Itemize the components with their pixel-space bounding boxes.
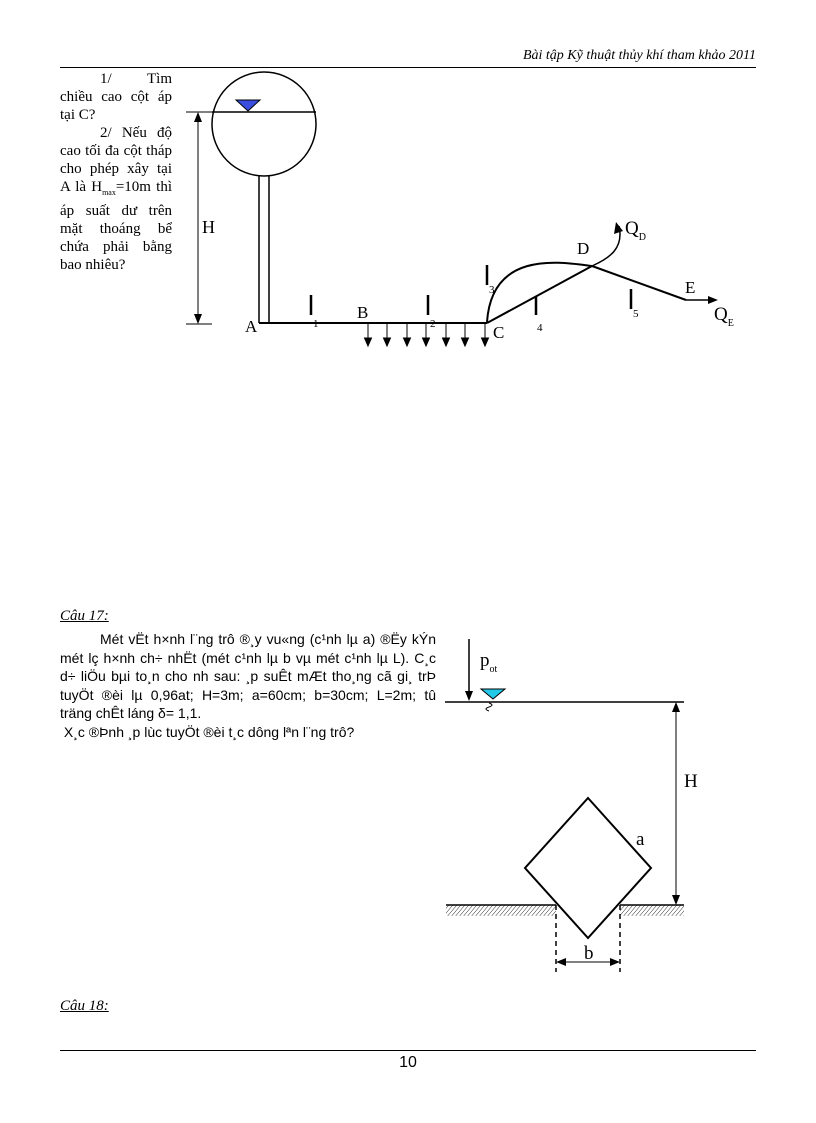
arrow-down-icon — [384, 338, 391, 346]
arrow-down-icon — [465, 691, 473, 701]
pipe-c-d-curved — [487, 263, 592, 322]
ground-hatch-left — [446, 905, 556, 916]
point-e-label: E — [685, 278, 696, 297]
pipe-d-e — [592, 266, 686, 300]
width-label: b — [584, 943, 594, 964]
arrow-down-icon — [404, 338, 411, 346]
question-18-title: Câu 18: — [60, 998, 109, 1014]
footer-rule — [60, 1050, 756, 1051]
page-header: Bài tập Kỹ thuật thủy khí tham khảo 2011 — [522, 48, 756, 63]
surface-wave-icon — [486, 703, 492, 711]
arrow-down-icon — [482, 338, 489, 346]
section-3-label: 3 — [489, 284, 495, 296]
arrow-down-icon — [443, 338, 450, 346]
q16-part2a: 2/ Nếu độ cao tối đa cột tháp cho phép xây tại A là H — [60, 125, 172, 195]
q16-part2b: =10m thì áp suất dư trên mặt thoáng bể chứa phải bằng bao nhiêu? — [60, 179, 172, 273]
pipe-c-d — [487, 266, 592, 323]
question-17-text — [60, 630, 436, 741]
section-2-label: 2 — [430, 318, 436, 330]
q16-part1: 1/ Tìm chiều cao cột áp tại C? — [60, 71, 172, 123]
height-label: H — [202, 217, 215, 237]
flow-qd-label: $Q_D$ — [625, 218, 646, 243]
pressure-label: $p_{ot}$ — [480, 650, 498, 675]
point-c-label: C — [493, 323, 505, 342]
arrow-down-icon — [462, 338, 469, 346]
height-label: H — [684, 771, 698, 792]
arrow-right-icon — [610, 958, 620, 966]
question-17-title: Câu 17: — [60, 608, 109, 624]
point-b-label: B — [357, 303, 369, 322]
arrow-up-icon — [614, 222, 623, 234]
section-4-label: 4 — [537, 322, 543, 334]
section-5-label: 5 — [633, 308, 639, 320]
arrow-right-icon — [708, 296, 718, 304]
water-level-triangle-icon — [481, 689, 505, 699]
water-level-triangle-icon — [236, 100, 260, 111]
arrow-down-icon — [423, 338, 430, 346]
arrow-down-icon — [194, 314, 202, 324]
water-tank — [212, 72, 316, 176]
flow-qe-label: $Q_E$ — [714, 304, 734, 329]
hmax-subscript: max — [102, 188, 116, 197]
page-number: 10 — [399, 1054, 417, 1071]
ground-hatch-right — [620, 905, 684, 916]
side-label: a — [636, 829, 645, 850]
arrow-left-icon — [556, 958, 566, 966]
q17-paragraph-2: X¸c ®Þnh ¸p lùc tuyÖt ®èi t¸c dông lªn l¨ng trô? — [60, 723, 355, 740]
point-a-label: A — [245, 317, 258, 336]
arrow-down-icon — [365, 338, 372, 346]
point-d-label: D — [577, 239, 590, 258]
distributed-outflow-arrows — [365, 324, 489, 346]
q17-paragraph-1: Mét vËt h×nh l¨ng trô ®¸y vu«ng (c¹nh lµ a) ®Ëy kÝn mét lç h×nh ch÷ nhËt (mét c¹nh lµ b vµ mét c¹nh lµ L). C¸c d÷ liÖu bµi to¸n cho nh sau: ¸p suÊt mÆt tho¸ng cã gi¸ trÞ tuyÖt ®èi lµ 0,96at; H=3m; a=60cm; b=30cm; L=2m; tû träng chÊt láng δ= 1,1. — [60, 631, 436, 721]
square-prism — [525, 798, 651, 938]
section-1-label: 1 — [313, 318, 319, 330]
arrow-down-icon — [672, 895, 680, 905]
arrow-up-icon — [672, 702, 680, 712]
arrow-up-icon — [194, 112, 202, 122]
